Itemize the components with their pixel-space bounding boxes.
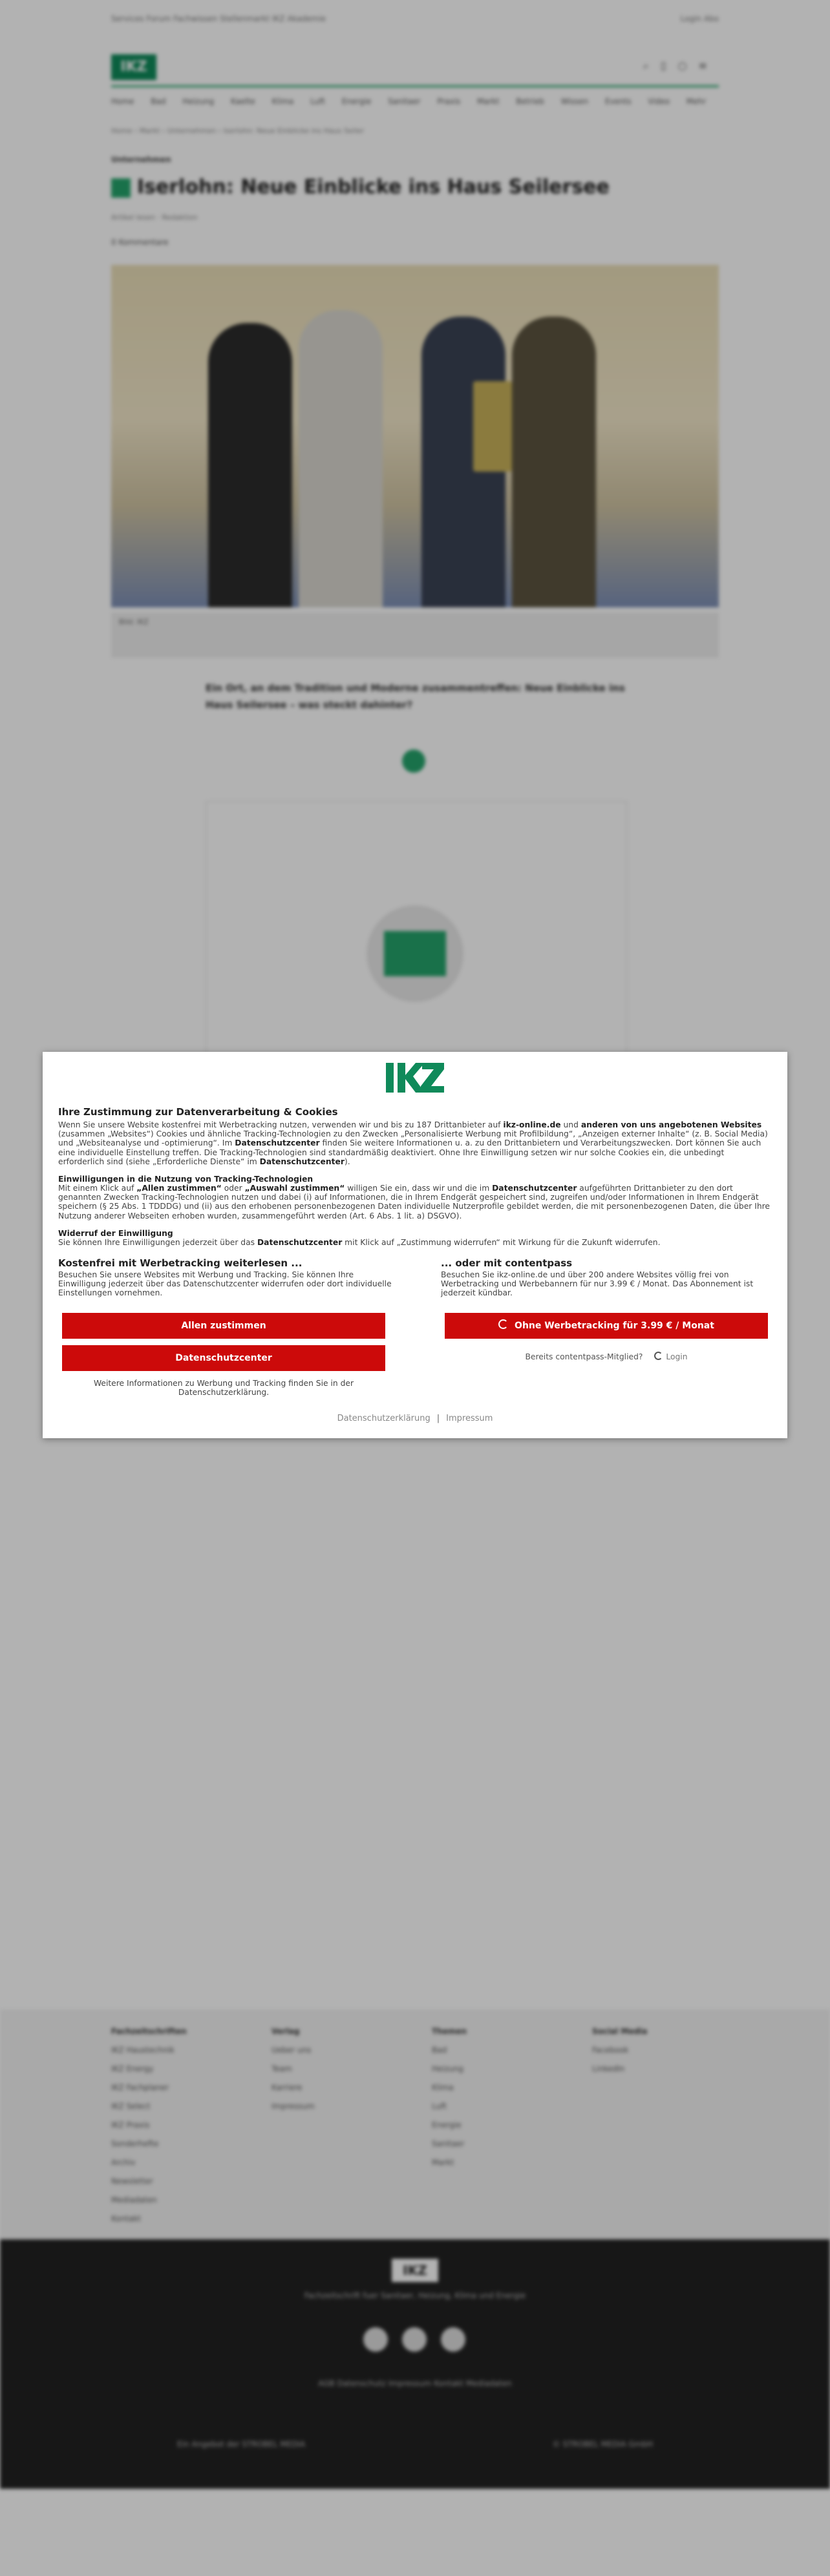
footer-tagline: Fachzeitschrift fuer Sanitaer, Heizung, Klima und Energie [304, 2291, 526, 2300]
withdraw-text-part: Sie können Ihre Einwilligungen jederzeit über das [58, 1238, 257, 1247]
consent-text: aufgeführten Drittanbieter zu den dort genannten Zwecken Tracking-Technologien nutzen und dabei (i) auf Informationen, die in Ihrem Endgerät gespeichert sind, zugreifen und/oder Informationen in Ihrem Endgerät speichern (§ 25 Abs. 1 TDDDG) und (ii) aus den erhobenen personenbezogenen Daten individuelle Nutzerprofile gebildet werden, die mit personenbezogenen Daten, die über Ihre Nutzung anderer Webseiten erhoben wurden, zusammengeführt werden (Art. 6 Abs. 1 lit. a) DSGVO). [58, 1184, 770, 1220]
contentpass-button-label: Ohne Werbetracking für 3.99 € / Monat [515, 1321, 714, 1331]
sitemap-link[interactable]: IKZ Energy [111, 2064, 154, 2073]
nav-item[interactable]: Sanitaer [388, 97, 421, 106]
sitemap-link[interactable]: Markt [432, 2158, 454, 2167]
nav-item[interactable]: Markt [477, 97, 500, 106]
sitemap-link[interactable]: Impressum [271, 2102, 315, 2111]
sitemap-link[interactable]: Kontakt [111, 2214, 141, 2223]
consent-dialog [43, 1052, 787, 1438]
withdraw-text [58, 1238, 772, 1247]
consent-accept-ref: „Allen zustimmen“ [136, 1184, 222, 1193]
contentpass-option-column [441, 1257, 772, 1298]
search-icon[interactable]: ⌕ [643, 59, 661, 72]
breadcrumb[interactable]: Home › Markt › Unternehmen › Iserlohn: Neue Einblicke ins Haus Seiler [111, 127, 365, 135]
contentpass-member-row [445, 1352, 768, 1361]
sitemap-link[interactable]: Newsletter [111, 2177, 153, 2186]
datenschutzcenter-link[interactable]: Datenschutzcenter [257, 1238, 343, 1247]
nav-item[interactable]: Kaelte [231, 97, 255, 106]
free-option-text: Besuchen Sie unsere Websites mit Werbung und Tracking. Sie können Ihre Einwilligung jederzeit über das Datenschutzcenter widerrufen oder dort individuelle Einstellungen vornehmen. [58, 1270, 392, 1298]
withdraw-heading: Widerruf der Einwilligung [58, 1229, 173, 1238]
sitemap-link[interactable]: Klima [432, 2083, 454, 2092]
footer-separator: | [436, 1414, 440, 1423]
privacy-policy-link[interactable]: Datenschutzerklärung [337, 1414, 431, 1423]
sitemap-column-title: Social Media [592, 2027, 648, 2036]
contentpass-heading: ... oder mit contentpass [441, 1257, 573, 1269]
sitemap-column-title: Fachzeitschriften [111, 2027, 187, 2036]
intro-other-sites: anderen von uns angebotenen Websites [580, 1120, 762, 1129]
consent-title: Ihre Zustimmung zur Datenverarbeitung & Cookies [58, 1106, 338, 1118]
intro-domain: ikz-online.de [503, 1120, 561, 1129]
footer-links[interactable]: AGB Datenschutz Impressum Kontakt Mediadaten [318, 2379, 512, 2388]
user-icon[interactable]: ○ [677, 59, 699, 72]
consent-text: willigen Sie ein, dass wir und die im [345, 1184, 493, 1193]
article-lead: Ein Ort, an dem Tradition und Moderne zusammentreffen: Neue Einblicke ins Haus Seilersee – was steckt dahinter? [206, 682, 625, 711]
top-bar-links[interactable]: Services Forum Fachwissen Stellenmarkt IKZ Akademie [111, 14, 326, 23]
sitemap-link[interactable]: Sanitaer [432, 2139, 465, 2148]
member-question: Bereits contentpass-Mitglied? [525, 1352, 643, 1361]
sitemap-column-title: Verlag [271, 2027, 300, 2036]
nav-item[interactable]: Heizung [182, 97, 215, 106]
sitemap-link[interactable]: Bad [432, 2046, 447, 2055]
more-info-text: Weitere Informationen zu Werbung und Tracking finden Sie in der Datenschutzerklärung. [93, 1379, 354, 1397]
nav-item[interactable]: Klima [271, 97, 294, 106]
consent-text: Mit einem Klick auf [58, 1184, 137, 1193]
bookmark-icon[interactable]: ▯ [660, 59, 678, 72]
sitemap-link[interactable]: IKZ Haustechnik [111, 2046, 175, 2055]
nav-item[interactable]: Mehr [686, 97, 707, 106]
sitemap-link[interactable]: IKZ Praxis [111, 2120, 150, 2130]
free-option-column [58, 1257, 401, 1298]
menu-icon[interactable]: ≡ [698, 59, 719, 72]
privacy-center-button[interactable]: Datenschutzcenter [62, 1345, 385, 1371]
intro-text: Wenn Sie unsere Website kostenfrei mit Werbetracking nutzen, verwenden wir und bis zu 187 Drittanbieter auf [58, 1120, 504, 1129]
nav-item[interactable]: Home [111, 97, 134, 106]
nav-item[interactable]: Praxis [437, 97, 461, 106]
sitemap-link[interactable]: Sonderhefte [111, 2139, 159, 2148]
consent-selection-ref: „Auswahl zustimmen“ [244, 1184, 345, 1193]
login-link[interactable] [654, 1352, 687, 1361]
imprint-link[interactable]: Impressum [446, 1414, 493, 1423]
nav-item[interactable]: Video [648, 97, 670, 106]
ikz-logo-graphic [385, 1061, 445, 1094]
sitemap-column-title: Themen [432, 2027, 467, 2036]
nav-item[interactable]: Luft [310, 97, 325, 106]
footer-logo[interactable]: IKZ [392, 2259, 438, 2282]
sitemap-link[interactable]: LinkedIn [592, 2064, 625, 2073]
article-headline-text: Iserlohn: Neue Einblicke ins Haus Seilersee [137, 176, 610, 198]
article-kicker: Unternehmen [111, 155, 171, 164]
sitemap-link[interactable]: Luft [432, 2102, 447, 2111]
sitemap-link[interactable]: Heizung [432, 2064, 463, 2073]
site-logo[interactable]: IKZ [111, 54, 156, 80]
contentpass-text: Besuchen Sie ikz-online.de und über 200 andere Websites völlig frei von Werbetracking und Werbebannern für nur 3.99 € / Monat. Das Abonnement ist jederzeit kündbar. [441, 1270, 754, 1298]
photo-caption-text: Bild: IKZ [119, 618, 149, 626]
nav-item[interactable]: Events [604, 97, 632, 106]
intro-text: ). [344, 1157, 350, 1166]
loading-spinner-icon [498, 1319, 508, 1329]
datenschutzcenter-link[interactable]: Datenschutzcenter [259, 1157, 345, 1166]
sitemap-link[interactable]: Mediadaten [111, 2195, 157, 2204]
loading-spinner-icon [654, 1352, 663, 1360]
sitemap-link[interactable]: IKZ Select [111, 2102, 151, 2111]
free-option-heading: Kostenfrei mit Werbetracking weiterlesen ... [58, 1257, 303, 1269]
ikz-logo [385, 1061, 445, 1094]
datenschutzcenter-link[interactable]: Datenschutzcenter [492, 1184, 577, 1193]
sitemap-link[interactable]: Karriere [271, 2083, 303, 2092]
nav-item[interactable]: Wissen [560, 97, 589, 106]
article-meta: Artikel lesen · Redaktion [111, 213, 198, 222]
consent-usage-heading: Einwilligungen in die Nutzung von Tracking-Technologien [58, 1175, 314, 1184]
nav-item[interactable]: Bad [151, 97, 166, 106]
contentpass-subscribe-button[interactable] [445, 1313, 768, 1339]
intro-text: (zusammen „Websites“) Cookies und ähnliche Tracking-Technologien zu den Zwecken „Personalisierte Werbung mit Profilbildung“, „Anzeigen externer Inhalte“ (z. B. Social Media) und „Websiteanalyse und -optimierung“. Im [58, 1129, 768, 1148]
nav-item[interactable]: Betrieb [516, 97, 544, 106]
sitemap-link[interactable]: Energie [432, 2120, 462, 2130]
top-bar-account[interactable]: Login Abo [680, 14, 719, 23]
footer-publisher: Ein Angebot der STROBEL MEDIA [177, 2440, 306, 2449]
sitemap-link[interactable]: IKZ Fachplaner [111, 2083, 169, 2092]
sitemap-link[interactable]: Team [271, 2064, 292, 2073]
sitemap-link[interactable]: Ueber uns [271, 2046, 312, 2055]
footer-copyright: © STROBEL MEDIA GmbH [552, 2440, 653, 2449]
intro-text: finden Sie weitere Informationen u. a. zu den Drittanbietern und Verarbeitungszwecken. Dort können Sie auch eine individuelle Einstellung treffen. Die Tracking-Technologien sind standardmäßig deaktiviert. Ohne Ihre Einwilligung setzen wir nur solche Cookies ein, die unbedingt erforderlich sind (siehe „Erforderliche Dienste“ im [58, 1138, 761, 1166]
login-label: Login [666, 1352, 688, 1361]
consent-usage-text [58, 1184, 772, 1220]
withdraw-text-part: mit Klick auf „Zustimmung widerrufen“ mit Wirkung für die Zukunft widerrufen. [342, 1238, 661, 1247]
intro-text: und [560, 1120, 581, 1129]
sitemap-link[interactable]: Facebook [592, 2046, 629, 2055]
consent-intro [58, 1120, 772, 1166]
nav-item[interactable]: Energie [341, 97, 372, 106]
consent-text: oder [221, 1184, 245, 1193]
dialog-footer [43, 1414, 787, 1423]
sitemap-link[interactable]: Archiv [111, 2158, 136, 2167]
accept-all-button[interactable]: Allen zustimmen [62, 1313, 385, 1339]
comments-link[interactable]: 0 Kommentare [111, 238, 169, 247]
datenschutzcenter-link[interactable]: Datenschutzcenter [235, 1138, 320, 1148]
